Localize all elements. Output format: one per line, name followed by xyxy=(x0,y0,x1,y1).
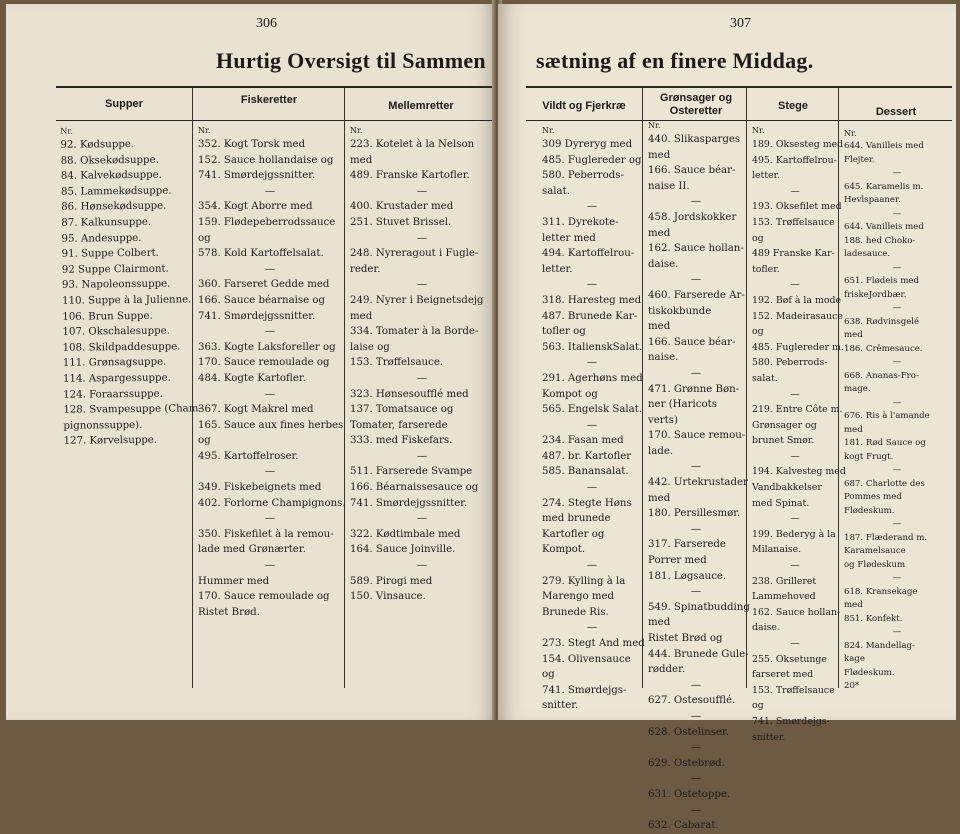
right-page xyxy=(498,4,956,832)
page-title-left: Hurtig Oversigt til Sammen xyxy=(216,48,486,73)
menu-entry: 92. Kødsuppe. xyxy=(60,138,135,151)
menu-entry: 238. Grilleret xyxy=(752,575,817,587)
column-header-fiskeretter: Fiskeretter xyxy=(240,94,298,106)
menu-entry: 741. Smørdejgssnitter. xyxy=(198,170,316,182)
menu-entry: med brunede xyxy=(542,513,611,525)
menu-entry: 741. Smørdejgs- xyxy=(752,715,830,727)
separator-dash: — xyxy=(416,279,428,291)
menu-entry: 219. Entre Côte m. xyxy=(752,404,843,416)
menu-entry: 193. Oksefilet med xyxy=(752,201,842,213)
separator-dash: — xyxy=(892,465,902,475)
menu-entry: Kompot. xyxy=(542,544,586,556)
menu-entry: 638. Rødvinsgelé xyxy=(844,316,920,327)
menu-entry: Lammehoved xyxy=(752,591,816,603)
separator-dash: — xyxy=(264,513,276,525)
menu-entry: 93. Napoleonssuppe. xyxy=(61,278,171,292)
separator-dash: — xyxy=(790,450,800,462)
column-divider xyxy=(746,88,747,688)
separator-dash: — xyxy=(264,560,276,572)
separator-dash: — xyxy=(264,185,276,197)
menu-entry: 279. Kylling à la xyxy=(542,575,626,587)
separator-dash: — xyxy=(690,804,702,816)
menu-entry: 234. Fasan med xyxy=(542,435,624,447)
menu-entry: og xyxy=(752,326,764,338)
separator-dash: — xyxy=(586,482,598,494)
separator-dash: — xyxy=(586,419,598,431)
separator-dash: — xyxy=(790,513,800,525)
menu-entry: 444. Brunede Gule- xyxy=(648,648,749,660)
menu-entry: 166. Béarnaissesauce og xyxy=(350,482,479,494)
menu-entry: snitter. xyxy=(752,731,786,743)
supper-list xyxy=(60,124,202,449)
menu-entry: 92 Suppe Clairmont. xyxy=(61,263,169,276)
menu-entry: 194. Kalvesteg med xyxy=(752,466,846,478)
menu-entry: 618. Kransekage xyxy=(844,586,918,597)
menu-entry: letter. xyxy=(752,170,781,182)
menu-entry: Hevlspaaner. xyxy=(844,195,901,205)
separator-dash: — xyxy=(690,367,702,379)
menu-entry: Kartofler og xyxy=(542,528,605,540)
menu-entry: 170. Sauce remou- xyxy=(648,430,746,442)
menu-entry: og Flødeskum xyxy=(844,559,906,570)
menu-entry: og xyxy=(198,232,211,244)
menu-entry: med xyxy=(648,149,671,161)
menu-entry: 563. ItalienskSalat. xyxy=(542,341,643,353)
menu-entry: 400. Krustader med xyxy=(350,201,454,213)
menu-entry: med xyxy=(844,600,863,610)
menu-entry: pignonssuppe). xyxy=(63,419,143,432)
mellemretter-list xyxy=(350,125,494,605)
menu-entry: 511. Farserede Svampe xyxy=(350,466,473,478)
menu-entry: 249. Nyrer i Beignetsdejg xyxy=(350,294,484,306)
menu-entry: 440. Slikasparges xyxy=(648,134,741,145)
menu-entry: Kompot og xyxy=(542,388,598,400)
menu-entry: 91. Suppe Colbert. xyxy=(61,247,159,260)
menu-entry: 487. br. Kartofler xyxy=(542,450,632,462)
left-page xyxy=(6,4,497,720)
separator-dash: — xyxy=(892,397,902,408)
menu-entry: 489. Franske Kartofler. xyxy=(350,170,470,182)
menu-entry: 188. hed Choko- xyxy=(844,235,916,246)
separator-dash: — xyxy=(586,560,598,572)
menu-entry: 88. Oksekødsuppe. xyxy=(60,154,159,167)
menu-entry: 317. Farserede xyxy=(648,539,726,551)
menu-entry: med xyxy=(844,330,863,340)
menu-entry: 644. Vanilleis med xyxy=(844,222,924,232)
menu-entry: 352. Kogt Torsk med xyxy=(198,139,306,150)
menu-entry: Brunede Ris. xyxy=(542,606,609,618)
menu-entry: 354. Kogt Aborre med xyxy=(198,201,313,213)
menu-entry: 162. Sauce hollan- xyxy=(752,606,841,618)
separator-dash: — xyxy=(690,523,702,535)
menu-entry: 485. Fuglereder m. xyxy=(752,341,844,353)
menu-entry: ladesauce. xyxy=(844,249,891,259)
separator-dash: — xyxy=(790,388,800,400)
separator-dash: — xyxy=(892,573,902,583)
menu-entry: 106. Brun Suppe. xyxy=(62,310,153,323)
menu-entry: 186. Crêmesauce. xyxy=(844,343,923,354)
menu-entry: med xyxy=(648,617,671,629)
menu-entry: tofler og xyxy=(542,326,586,338)
menu-entry: 124. Foraarssuppe. xyxy=(63,388,163,401)
separator-dash: — xyxy=(790,185,800,197)
menu-entry: mage. xyxy=(844,384,871,394)
menu-entry: 644. Vanilleis med xyxy=(844,141,924,151)
menu-entry: 645. Karamelis m. xyxy=(844,181,924,192)
separator-dash: — xyxy=(586,201,598,213)
menu-entry: 484. Kogte Kartofler. xyxy=(198,372,306,384)
separator-dash: — xyxy=(790,638,800,649)
menu-entry: 585. Banansalat. xyxy=(542,466,629,478)
menu-entry: 108. Skildpaddesuppe. xyxy=(62,341,181,354)
separator-dash: — xyxy=(416,513,428,525)
menu-entry: 676. Ris à l'amande xyxy=(844,411,930,421)
menu-entry: kogt Frugt. xyxy=(844,451,894,462)
stege-list xyxy=(752,125,846,745)
menu-entry: 668. Ananas-Fro- xyxy=(844,370,919,381)
page-title-right: sætning af en finere Middag. xyxy=(536,48,814,73)
menu-entry: med xyxy=(648,227,671,239)
separator-dash: — xyxy=(790,560,800,572)
fiskeretter-list xyxy=(198,125,346,620)
menu-entry: 274. Stegte Høns xyxy=(542,497,632,509)
menu-entry: 631. Ostetoppe. xyxy=(648,788,731,800)
menu-entry: 580. Peberrods- xyxy=(542,170,624,182)
separator-dash: — xyxy=(586,357,598,369)
separator-dash: — xyxy=(690,586,702,598)
column-header-groensager: Grønsager og Osteretter xyxy=(659,92,733,117)
page-number-left: 306 xyxy=(256,16,277,31)
menu-entry: 402. Forlorne Champignons. xyxy=(198,497,346,509)
menu-entry: lade med Grønærter. xyxy=(198,544,306,556)
separator-dash: — xyxy=(892,519,902,529)
menu-entry: 495. Kartoffelrou- xyxy=(752,154,837,166)
menu-entry: og xyxy=(198,435,211,447)
menu-entry: med xyxy=(844,424,863,435)
separator-dash: — xyxy=(892,262,902,273)
separator-dash: — xyxy=(416,185,428,197)
menu-entry: 114. Aspargessuppe. xyxy=(62,372,171,385)
menu-entry: Flødeskum. xyxy=(844,505,895,516)
menu-entry: 485. Fuglereder og xyxy=(542,154,642,166)
menu-entry: 166. Sauce béarnaise og xyxy=(198,294,326,306)
separator-dash: — xyxy=(586,622,598,634)
menu-entry: 166. Sauce béar- xyxy=(648,165,736,177)
menu-entry: 824. Mandellag- xyxy=(844,640,915,651)
separator-dash: — xyxy=(264,263,276,275)
menu-entry: Flødeskum. xyxy=(844,667,895,678)
menu-entry: 153. Trøffelsauce xyxy=(752,216,835,228)
menu-entry: 322. Kødtimbale med xyxy=(350,528,461,540)
menu-entry: 20* xyxy=(844,681,860,691)
menu-entry: laise og xyxy=(350,341,390,353)
dessert-list xyxy=(844,128,950,694)
header-rule-bottom xyxy=(56,120,496,121)
menu-entry: friskeJordbær. xyxy=(844,289,907,300)
menu-entry: 318. Haresteg med xyxy=(542,294,642,306)
menu-entry: 153. Trøffelsauce. xyxy=(350,357,444,369)
menu-entry: Milanaise. xyxy=(752,544,802,556)
separator-dash: — xyxy=(690,773,702,785)
menu-entry: ner (Haricots xyxy=(648,399,717,411)
separator-dash: — xyxy=(892,303,902,313)
menu-entry: 363. Kogte Laksforeller og xyxy=(198,341,336,353)
menu-entry: med xyxy=(350,154,373,166)
separator-dash: — xyxy=(690,710,702,722)
menu-entry: Vandbakkelser xyxy=(752,482,822,494)
menu-entry: letter. xyxy=(542,263,573,275)
menu-entry: daise. xyxy=(648,258,679,270)
column-header-stege: Stege xyxy=(778,100,808,112)
menu-entry: snitter. xyxy=(542,700,579,712)
menu-entry: 152. Sauce hollandaise og xyxy=(198,154,334,166)
menu-entry: 166. Sauce béar- xyxy=(648,336,736,348)
separator-dash: — xyxy=(892,208,902,219)
menu-entry: 589. Pirogi med xyxy=(350,575,433,587)
menu-entry: 153. Trøffelsauce xyxy=(752,684,835,696)
menu-entry: Tomater, farserede xyxy=(350,419,448,431)
column-header-mellemretter: Mellemretter xyxy=(388,100,454,112)
menu-entry: 95. Andesuppe. xyxy=(61,232,142,245)
menu-entry: 323. Hønsesoufflé med xyxy=(350,388,469,400)
menu-entry: 181. Løgsauce. xyxy=(648,570,727,582)
nr-label: Nr. xyxy=(350,126,363,135)
menu-entry: lade. xyxy=(648,445,674,457)
menu-entry: med xyxy=(648,492,671,504)
menu-entry: 311. Dyrekote- xyxy=(542,216,619,228)
menu-entry: 165. Sauce aux fines herbes xyxy=(198,419,344,431)
separator-dash: — xyxy=(892,168,902,178)
separator-dash: — xyxy=(690,461,702,473)
menu-entry: 170. Sauce remoulade og xyxy=(198,357,330,369)
separator-dash: — xyxy=(264,388,276,400)
menu-entry: 495. Kartoffelroser. xyxy=(198,450,299,462)
separator-dash: — xyxy=(586,279,598,291)
menu-entry: med xyxy=(350,310,373,322)
menu-entry: 199. Bederyg à la xyxy=(752,528,836,540)
menu-entry: 150. Vinsauce. xyxy=(350,591,426,603)
menu-entry: 181. Rød Sauce og xyxy=(844,438,926,448)
menu-entry: 189. Oksesteg med xyxy=(752,139,844,150)
menu-entry: Flejter. xyxy=(844,154,875,165)
separator-dash: — xyxy=(416,560,428,572)
menu-entry: farseret med xyxy=(752,669,814,681)
menu-entry: reder. xyxy=(350,263,381,275)
vildt-list xyxy=(542,125,645,714)
menu-entry: 565. Engelsk Salat. xyxy=(542,404,643,416)
menu-entry: Grønsager og xyxy=(752,419,817,431)
menu-entry: 180. Persillesmør. xyxy=(648,508,741,520)
separator-dash: — xyxy=(690,274,702,286)
menu-entry: 111. Grønsagsuppe. xyxy=(62,356,167,370)
menu-entry: Marengo med xyxy=(542,591,615,603)
menu-entry: 255. Oksetunge xyxy=(752,653,827,665)
menu-entry: 273. Stegt And med xyxy=(542,638,645,649)
menu-entry: tofler. xyxy=(752,263,780,275)
menu-entry: 442. Urtekrustader xyxy=(648,477,748,489)
menu-entry: 741. Smørdejgs- xyxy=(542,684,627,696)
column-header-supper: Supper xyxy=(105,98,143,110)
separator-dash: — xyxy=(790,279,800,291)
nr-label: Nr. xyxy=(844,129,857,138)
nr-label: Nr. xyxy=(542,126,555,135)
separator-dash: — xyxy=(892,357,902,367)
menu-entry: 360. Farseret Gedde med xyxy=(198,279,330,291)
menu-entry: 154. Olivensauce xyxy=(542,653,631,665)
menu-entry: 291. Agerhøns med xyxy=(542,372,643,384)
menu-entry: salat. xyxy=(752,372,778,384)
menu-entry: 494. Kartoffelrou- xyxy=(542,248,635,260)
menu-entry: 651. Flødeis med xyxy=(844,276,919,286)
separator-dash: — xyxy=(416,372,428,384)
nr-label: Nr. xyxy=(60,126,73,136)
menu-entry: 107. Okschalesuppe. xyxy=(62,325,170,338)
menu-entry: og xyxy=(752,232,764,244)
separator-dash: — xyxy=(264,466,276,478)
menu-entry: 85. Lammekødsuppe. xyxy=(60,185,172,198)
menu-entry: 741. Smørdejgssnitter. xyxy=(350,497,468,509)
menu-entry: kage xyxy=(844,654,865,664)
column-header-dessert: Dessert xyxy=(875,106,917,118)
menu-entry: 152. Madeirasauce xyxy=(752,310,843,322)
menu-entry: og xyxy=(542,669,555,681)
menu-entry: 223. Kotelet à la Nelson xyxy=(350,139,475,150)
separator-dash: — xyxy=(416,232,428,244)
menu-entry: 549. Spinatbudding xyxy=(648,601,750,613)
menu-entry: 851. Konfekt. xyxy=(844,613,903,624)
menu-entry: 628. Ostelinser. xyxy=(648,726,729,738)
menu-entry: 350. Fiskefilet à la remou- xyxy=(198,528,334,540)
column-header-vildt: Vildt og Fjerkræ xyxy=(542,100,626,112)
header-rule-top xyxy=(56,86,496,88)
menu-entry: Ristet Brød og xyxy=(648,633,723,644)
menu-entry: 170. Sauce remoulade og xyxy=(198,591,330,603)
menu-entry: naise. xyxy=(648,352,679,364)
menu-entry: 251. Stuvet Brissel. xyxy=(350,216,452,228)
menu-entry: 164. Sauce Joinville. xyxy=(350,544,456,556)
menu-entry: 86. Hønsekødsuppe. xyxy=(61,201,167,214)
menu-entry: 192. Bøf à la mode xyxy=(752,294,842,306)
menu-entry: 578. Kold Kartoffelsalat. xyxy=(198,248,324,260)
menu-entry: naise II. xyxy=(648,180,690,192)
menu-entry: Ristet Brød. xyxy=(198,606,260,618)
menu-entry: 87. Kalkunsuppe. xyxy=(61,216,152,229)
menu-entry: 128. Svampesuppe (Cham- xyxy=(63,403,202,416)
header-rule-top xyxy=(526,86,952,88)
menu-entry: 487. Brunede Kar- xyxy=(542,310,638,322)
separator-dash: — xyxy=(264,326,276,338)
menu-entry: 489 Franske Kar- xyxy=(752,248,835,260)
groensager-list xyxy=(648,120,750,834)
menu-entry: 334. Tomater à la Borde- xyxy=(350,326,479,338)
menu-entry: Porrer med xyxy=(648,555,707,567)
menu-entry: 84. Kalvekødsuppe. xyxy=(60,169,163,182)
menu-entry: 629. Ostebrød. xyxy=(648,757,725,769)
nr-label: Nr. xyxy=(198,126,211,135)
menu-entry: 627. Ostesoufflé. xyxy=(648,695,736,707)
menu-entry: 349. Fiskebeignets med xyxy=(198,482,322,494)
menu-entry: Hummer med xyxy=(198,575,270,587)
menu-entry: letter med xyxy=(542,232,596,244)
menu-entry: og xyxy=(752,700,764,712)
menu-entry: med xyxy=(648,321,671,333)
menu-entry: Karamelsauce xyxy=(844,546,906,556)
page-number-right: 307 xyxy=(730,16,751,31)
menu-entry: salat. xyxy=(542,185,570,197)
menu-entry: rødder. xyxy=(648,664,686,676)
separator-dash: — xyxy=(690,679,702,691)
menu-entry: tiskokbunde xyxy=(648,305,712,317)
column-divider xyxy=(344,88,345,688)
menu-entry: 110. Suppe à la Julienne. xyxy=(62,294,192,307)
menu-entry: 471. Grønne Bøn- xyxy=(648,383,740,395)
menu-entry: 367. Kogt Makrel med xyxy=(198,404,314,416)
menu-entry: med Spinat. xyxy=(752,497,810,509)
separator-dash: — xyxy=(416,450,428,462)
menu-entry: 137. Tomatsauce og xyxy=(350,404,454,416)
menu-entry: 741. Smørdejgssnitter. xyxy=(198,310,316,322)
menu-entry: 458. Jordskokker xyxy=(648,211,737,223)
menu-entry: 159. Flødepeberrodssauce xyxy=(198,216,336,228)
menu-entry: 248. Nyreragout i Fugle- xyxy=(350,248,479,260)
menu-entry: 162. Sauce hollan- xyxy=(648,243,744,255)
menu-entry: 127. Kørvelsuppe. xyxy=(63,435,158,447)
nr-label: Nr. xyxy=(648,121,661,130)
menu-entry: 333. med Fiskefars. xyxy=(350,435,453,447)
menu-entry: 187. Flæderand m. xyxy=(844,532,928,543)
menu-entry: daise. xyxy=(752,622,780,634)
column-divider xyxy=(642,88,643,688)
nr-label: Nr. xyxy=(752,126,765,135)
menu-entry: verts) xyxy=(648,414,678,426)
separator-dash: — xyxy=(690,742,702,754)
menu-entry: 580. Peberrods- xyxy=(752,357,828,369)
separator-dash: — xyxy=(690,196,702,208)
menu-entry: 632. Cabarat. xyxy=(648,820,719,832)
menu-entry: brunet Smør. xyxy=(752,435,815,447)
column-divider xyxy=(838,88,839,688)
menu-entry: Pommes med xyxy=(844,492,902,502)
menu-entry: 687. Charlotte des xyxy=(844,478,925,489)
separator-dash: — xyxy=(892,627,902,637)
menu-entry: 460. Farserede Ar- xyxy=(648,289,745,301)
menu-entry: 309 Dyreryg med xyxy=(542,139,633,150)
